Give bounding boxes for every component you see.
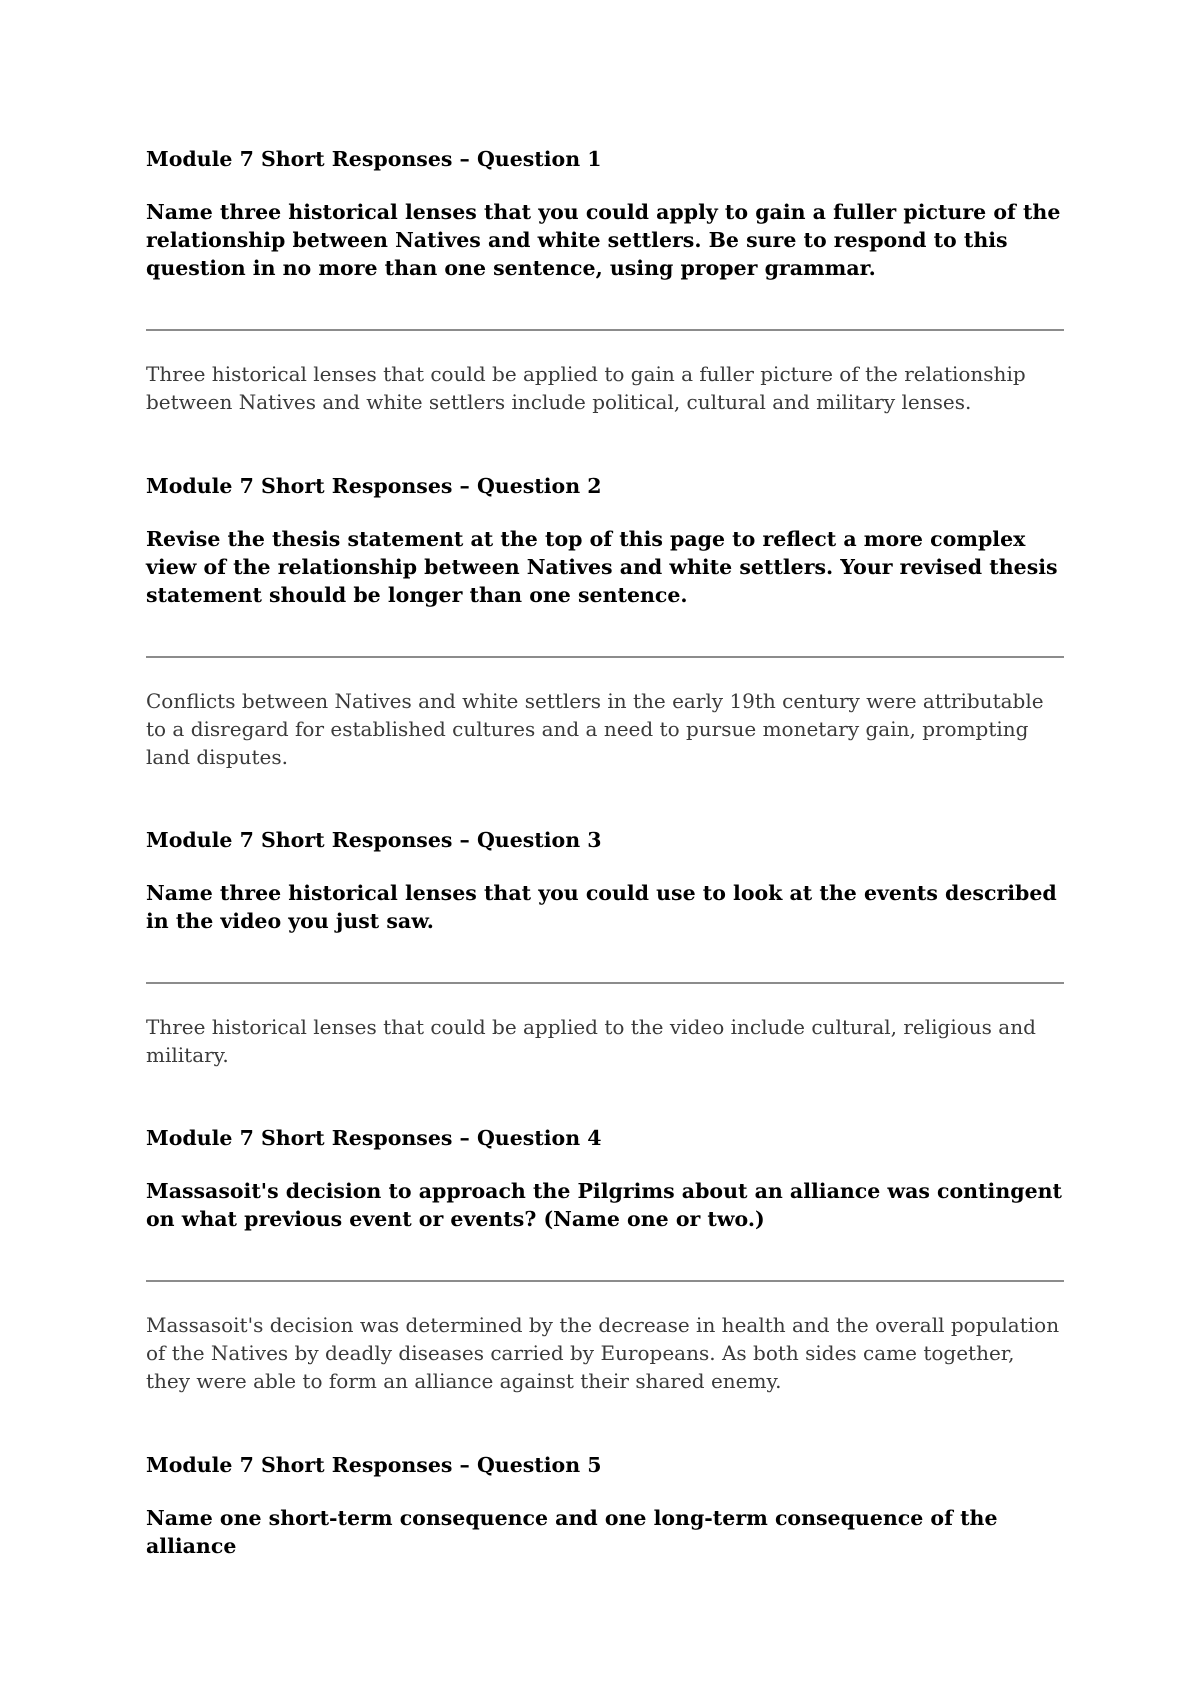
answer-4-text: Massasoit's decision was determined by the decrease in health and the overall population of the Natives by deadly diseases carried by Europeans. As both sides came together, they were able to form an alliance against their shared enemy. — [146, 1313, 1060, 1393]
question-1-heading: Module 7 Short Responses – Question 1 — [146, 147, 602, 171]
answer-2-text: Conflicts between Natives and white settlers in the early 19th century were attributable to a disregard for established cultures and a need to pursue monetary gain, prompting land disputes. — [146, 689, 1044, 769]
question-2-prompt: Revise the thesis statement at the top of this page to reflect a more complex view of the relationship between Natives and white settlers. Your revised thesis statement should be longer than one sentence. — [146, 527, 1058, 607]
question-5-prompt: Name one short-term consequence and one long-term consequence of the alliance — [146, 1506, 998, 1558]
answer-3-block — [146, 1013, 1064, 1069]
answer-3-text: Three historical lenses that could be applied to the video include cultural, religious and military. — [146, 1015, 1036, 1067]
section-question-4 — [146, 1124, 1064, 1233]
answer-4-block — [146, 1311, 1064, 1395]
question-2-divider — [146, 656, 1064, 658]
question-3-heading: Module 7 Short Responses – Question 3 — [146, 828, 602, 852]
answer-1-block — [146, 360, 1064, 416]
answer-1-text: Three historical lenses that could be applied to gain a fuller picture of the relationship between Natives and white settlers include political, cultural and military lenses. — [146, 362, 1026, 414]
section-question-1 — [146, 145, 1064, 282]
question-1-prompt: Name three historical lenses that you could apply to gain a fuller picture of the relationship between Natives and white settlers. Be sure to respond to this question in no more than one sentence, using proper grammar. — [146, 200, 1061, 280]
answer-2-block — [146, 687, 1064, 771]
question-1-divider — [146, 329, 1064, 331]
question-4-heading: Module 7 Short Responses – Question 4 — [146, 1126, 602, 1150]
question-3-divider — [146, 982, 1064, 984]
section-question-2 — [146, 472, 1064, 609]
section-question-5 — [146, 1451, 1064, 1560]
section-question-3 — [146, 826, 1064, 935]
question-4-divider — [146, 1280, 1064, 1282]
question-2-heading: Module 7 Short Responses – Question 2 — [146, 474, 602, 498]
question-3-prompt: Name three historical lenses that you could use to look at the events described in the video you just saw. — [146, 881, 1057, 933]
question-5-heading: Module 7 Short Responses – Question 5 — [146, 1453, 602, 1477]
question-4-prompt: Massasoit's decision to approach the Pilgrims about an alliance was contingent on what previous event or events? (Name one or two.) — [146, 1179, 1063, 1231]
